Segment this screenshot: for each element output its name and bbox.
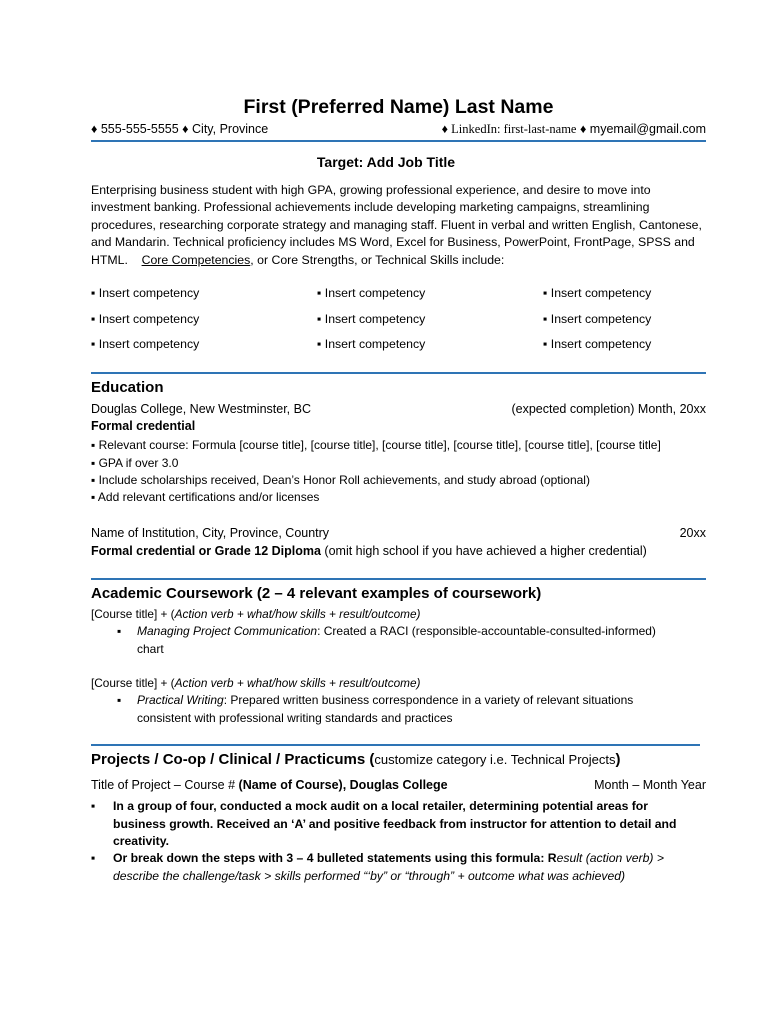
coursework-description: : Prepared written business correspondence in a variety of relevant situations consistent with professional writing standards and practices <box>137 693 634 725</box>
education-date-1: (expected completion) Month, 20xx <box>511 402 706 416</box>
core-competencies-link: Core Competencies <box>141 252 251 267</box>
section-divider <box>91 372 706 374</box>
education-school-1: Douglas College, New Westminster, BC <box>91 402 311 416</box>
competency-item: ▪ Insert competency <box>91 286 200 300</box>
competency-item: ▪ Insert competency <box>91 337 200 351</box>
bullet-mark: ▪ <box>91 799 96 813</box>
project-title: Title of Project – Course # <box>91 778 239 792</box>
email-text[interactable]: ♦ myemail@gmail.com <box>579 122 706 136</box>
section-divider <box>91 744 700 746</box>
coursework-course-name: Practical Writing <box>137 693 224 707</box>
projects-heading <box>91 750 621 770</box>
header-divider <box>91 140 706 142</box>
project-bullet <box>91 850 691 885</box>
coursework-course-name: Managing Project Communication <box>137 624 318 638</box>
summary-tail: , or Core Strengths, or Technical Skills include: <box>250 252 505 267</box>
contact-line <box>91 121 706 139</box>
project-bullet-text: In a group of four, conducted a mock audit on a local retailer, determining potential areas for business growth. Received an ‘A’ and positive feedback from instructor for attention to detail and creativity. <box>113 799 677 848</box>
projects-title-close: ) <box>615 751 621 768</box>
competency-item: ▪ Insert competency <box>543 286 652 300</box>
online-contact <box>442 121 706 138</box>
education-heading: Education <box>91 379 164 396</box>
projects-title-note: customize category i.e. Technical Projects <box>374 752 616 767</box>
projects-title: Projects / Co-op / Clinical / Practicums ( <box>91 751 375 768</box>
phone-city: ♦ 555-555-5555 ♦ City, Province <box>91 122 269 136</box>
education-bullet: ▪ Add relevant certifications and/or licenses <box>91 490 320 504</box>
project-date: Month – Month Year <box>594 778 706 792</box>
candidate-name: First (Preferred Name) Last Name <box>243 96 554 118</box>
competency-item: ▪ Insert competency <box>543 312 652 326</box>
coursework-formula <box>91 675 420 692</box>
profile-summary <box>91 182 711 269</box>
linkedin-text[interactable]: ♦ LinkedIn: first-last-name <box>441 122 577 136</box>
credential-2-title: Formal credential or Grade 12 Diploma <box>91 544 321 558</box>
competency-item: ▪ Insert competency <box>317 337 426 351</box>
formula-italic: Action verb + what/how skills + result/outcome) <box>174 676 421 690</box>
bullet-mark: ▪ <box>117 693 122 707</box>
formula-italic: Action verb + what/how skills + result/outcome) <box>174 607 421 621</box>
bullet-mark: ▪ <box>91 851 96 865</box>
competency-item: ▪ Insert competency <box>91 312 200 326</box>
coursework-heading: Academic Coursework (2 – 4 relevant examples of coursework) <box>91 585 542 602</box>
coursework-item <box>117 623 677 658</box>
project-bullet <box>91 798 691 851</box>
competency-item: ▪ Insert competency <box>317 286 426 300</box>
project-bullet-formula: Or break down the steps with 3 – 4 bulleted statements using this formula: R <box>113 851 557 865</box>
coursework-item <box>117 692 677 727</box>
credential-2-note: (omit high school if you have achieved a higher credential) <box>320 544 647 558</box>
competency-item: ▪ Insert competency <box>543 337 652 351</box>
education-credential-2 <box>91 543 647 560</box>
coursework-formula <box>91 606 420 623</box>
bullet-mark: ▪ <box>117 624 122 638</box>
education-credential-1: Formal credential <box>91 419 196 433</box>
education-bullet: ▪ GPA if over 3.0 <box>91 456 179 470</box>
education-bullet: ▪ Include scholarships received, Dean’s Honor Roll achievements, and study abroad (optional) <box>91 473 590 487</box>
education-date-2: 20xx <box>679 526 706 540</box>
project-bullet-formula-italic: esult (action verb) > describe the challenge/task > skills performed “‘by” or “through” + outcome what was achieved) <box>113 851 664 883</box>
target-heading: Target: Add Job Title <box>316 154 456 170</box>
education-school-2: Name of Institution, City, Province, Country <box>91 526 330 540</box>
formula-prefix: [Course title] + ( <box>91 607 175 621</box>
summary-text: Enterprising business student with high GPA, growing professional experience, and desire to move into investment banking. Professional achievements include developing marketing campaigns, streamlining procedures, researching corporate strategy and managing staff. Fluent in verbal and written English, Cantonese, and Mandarin. Technical proficiency includes MS Word, Excel for Business, PowerPoint, FrontPage, SPSS and HTML. <box>91 183 702 267</box>
formula-prefix: [Course title] + ( <box>91 676 175 690</box>
education-bullet: ▪ Relevant course: Formula [course title], [course title], [course title], [course title], [course title], [course title] <box>91 438 661 452</box>
project-title-line <box>91 777 448 794</box>
project-course: (Name of Course), Douglas College <box>238 778 448 792</box>
competency-item: ▪ Insert competency <box>317 312 426 326</box>
coursework-description: : Created a RACI (responsible-accountable-consulted-informed) chart <box>137 624 656 656</box>
section-divider <box>91 578 706 580</box>
